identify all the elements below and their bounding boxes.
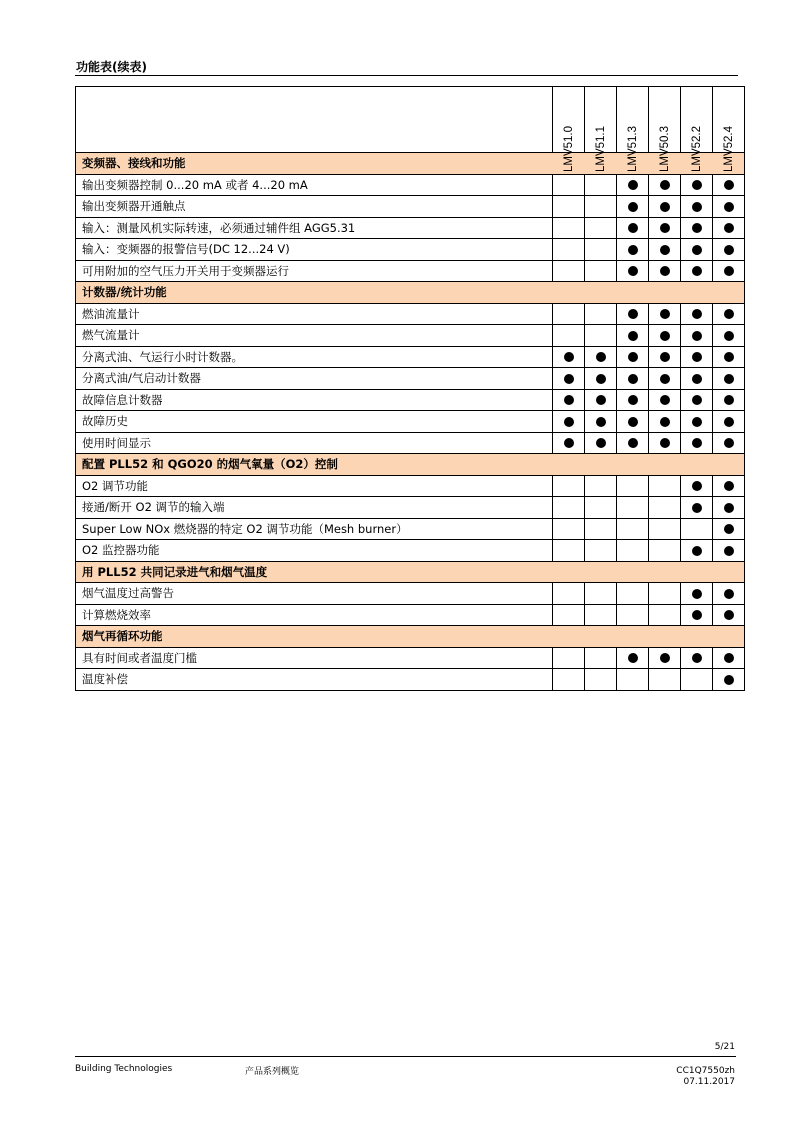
support-cell: [617, 432, 649, 454]
support-cell: [713, 604, 745, 626]
footer-date: 07.11.2017: [683, 1077, 735, 1087]
supported-dot-icon: [596, 438, 606, 448]
support-cell: [649, 260, 681, 282]
support-cell: [713, 432, 745, 454]
supported-dot-icon: [596, 352, 606, 362]
support-cell: [617, 518, 649, 540]
supported-dot-icon: [628, 202, 638, 212]
support-cell: [649, 303, 681, 325]
support-cell: [649, 174, 681, 196]
table-row: [76, 583, 745, 605]
supported-dot-icon: [660, 331, 670, 341]
supported-dot-icon: [724, 309, 734, 319]
support-cell: [585, 497, 617, 519]
support-cell: [553, 475, 585, 497]
supported-dot-icon: [628, 223, 638, 233]
supported-dot-icon: [660, 202, 670, 212]
supported-dot-icon: [628, 417, 638, 427]
support-cell: [617, 196, 649, 218]
supported-dot-icon: [724, 438, 734, 448]
feature-label: 输入：变频器的报警信号(DC 12...24 V): [76, 239, 553, 261]
feature-label: 故障历史: [76, 411, 553, 433]
supported-dot-icon: [660, 417, 670, 427]
supported-dot-icon: [724, 223, 734, 233]
table-row: [76, 475, 745, 497]
support-cell: [585, 583, 617, 605]
supported-dot-icon: [692, 417, 702, 427]
supported-dot-icon: [724, 202, 734, 212]
support-cell: [681, 518, 713, 540]
footer-company: Building Technologies: [75, 1064, 173, 1074]
feature-label: 燃油流量计: [76, 303, 553, 325]
footer-rule: [75, 1056, 736, 1057]
supported-dot-icon: [628, 352, 638, 362]
table-row: [76, 497, 745, 519]
feature-label: 故障信息计数器: [76, 389, 553, 411]
support-cell: [649, 411, 681, 433]
support-cell: [681, 196, 713, 218]
support-cell: [585, 389, 617, 411]
model-label: LMV51.0: [562, 125, 575, 172]
supported-dot-icon: [724, 395, 734, 405]
support-cell: [649, 325, 681, 347]
supported-dot-icon: [724, 245, 734, 255]
supported-dot-icon: [692, 309, 702, 319]
supported-dot-icon: [692, 180, 702, 190]
table-row: [76, 518, 745, 540]
supported-dot-icon: [724, 675, 734, 685]
table-header-row: [76, 87, 745, 153]
supported-dot-icon: [724, 610, 734, 620]
section-row: [76, 626, 745, 648]
support-cell: [617, 540, 649, 562]
table-row: [76, 196, 745, 218]
support-cell: [713, 346, 745, 368]
supported-dot-icon: [628, 438, 638, 448]
supported-dot-icon: [660, 352, 670, 362]
support-cell: [649, 346, 681, 368]
support-cell: [585, 411, 617, 433]
support-cell: [553, 647, 585, 669]
feature-label: 具有时间或者温度门槛: [76, 647, 553, 669]
table-row: [76, 260, 745, 282]
support-cell: [553, 497, 585, 519]
support-cell: [553, 239, 585, 261]
supported-dot-icon: [724, 524, 734, 534]
feature-label: 计算燃烧效率: [76, 604, 553, 626]
supported-dot-icon: [564, 352, 574, 362]
supported-dot-icon: [564, 395, 574, 405]
supported-dot-icon: [724, 653, 734, 663]
support-cell: [553, 669, 585, 691]
support-cell: [681, 239, 713, 261]
support-cell: [713, 389, 745, 411]
support-cell: [553, 196, 585, 218]
support-cell: [617, 239, 649, 261]
support-cell: [585, 647, 617, 669]
support-cell: [585, 174, 617, 196]
support-cell: [649, 389, 681, 411]
support-cell: [649, 604, 681, 626]
support-cell: [617, 174, 649, 196]
support-cell: [649, 540, 681, 562]
support-cell: [681, 604, 713, 626]
supported-dot-icon: [692, 395, 702, 405]
support-cell: [553, 303, 585, 325]
section-row: [76, 153, 745, 175]
supported-dot-icon: [692, 202, 702, 212]
support-cell: [649, 432, 681, 454]
support-cell: [713, 540, 745, 562]
section-row: [76, 561, 745, 583]
supported-dot-icon: [724, 180, 734, 190]
support-cell: [681, 303, 713, 325]
feature-label: 燃气流量计: [76, 325, 553, 347]
supported-dot-icon: [724, 352, 734, 362]
support-cell: [585, 239, 617, 261]
section-title: 烟气再循环功能: [76, 626, 745, 648]
support-cell: [617, 497, 649, 519]
feature-label: 接通/断开 O2 调节的输入端: [76, 497, 553, 519]
support-cell: [617, 368, 649, 390]
support-cell: [681, 647, 713, 669]
supported-dot-icon: [628, 266, 638, 276]
support-cell: [585, 669, 617, 691]
support-cell: [553, 411, 585, 433]
table-row: [76, 239, 745, 261]
table-row: [76, 303, 745, 325]
support-cell: [585, 260, 617, 282]
support-cell: [713, 411, 745, 433]
support-cell: [649, 647, 681, 669]
support-cell: [585, 217, 617, 239]
table-row: [76, 174, 745, 196]
model-header: [649, 87, 681, 172]
support-cell: [681, 260, 713, 282]
supported-dot-icon: [596, 417, 606, 427]
supported-dot-icon: [596, 374, 606, 384]
support-cell: [681, 540, 713, 562]
support-cell: [649, 669, 681, 691]
support-cell: [713, 260, 745, 282]
supported-dot-icon: [660, 309, 670, 319]
model-label: LMV52.2: [690, 125, 703, 172]
supported-dot-icon: [724, 374, 734, 384]
support-cell: [617, 475, 649, 497]
support-cell: [649, 518, 681, 540]
support-cell: [713, 669, 745, 691]
support-cell: [681, 325, 713, 347]
support-cell: [713, 239, 745, 261]
table-row: [76, 669, 745, 691]
support-cell: [681, 174, 713, 196]
support-cell: [585, 303, 617, 325]
support-cell: [713, 518, 745, 540]
support-cell: [553, 217, 585, 239]
supported-dot-icon: [692, 438, 702, 448]
support-cell: [681, 497, 713, 519]
support-cell: [713, 196, 745, 218]
support-cell: [585, 604, 617, 626]
support-cell: [713, 497, 745, 519]
support-cell: [649, 368, 681, 390]
section-row: [76, 454, 745, 476]
section-row: [76, 282, 745, 304]
supported-dot-icon: [628, 374, 638, 384]
support-cell: [553, 260, 585, 282]
supported-dot-icon: [660, 374, 670, 384]
support-cell: [617, 217, 649, 239]
table-row: [76, 217, 745, 239]
supported-dot-icon: [628, 331, 638, 341]
supported-dot-icon: [692, 352, 702, 362]
support-cell: [617, 346, 649, 368]
support-cell: [617, 303, 649, 325]
support-cell: [553, 540, 585, 562]
support-cell: [681, 389, 713, 411]
feature-label: 使用时间显示: [76, 432, 553, 454]
support-cell: [681, 669, 713, 691]
support-cell: [713, 647, 745, 669]
support-cell: [617, 411, 649, 433]
support-cell: [681, 583, 713, 605]
supported-dot-icon: [724, 481, 734, 491]
support-cell: [713, 303, 745, 325]
support-cell: [617, 604, 649, 626]
supported-dot-icon: [692, 653, 702, 663]
supported-dot-icon: [724, 331, 734, 341]
support-cell: [585, 432, 617, 454]
support-cell: [649, 497, 681, 519]
supported-dot-icon: [660, 245, 670, 255]
supported-dot-icon: [724, 266, 734, 276]
feature-label: 可用附加的空气压力开关用于变频器运行: [76, 260, 553, 282]
support-cell: [713, 325, 745, 347]
feature-label: 温度补偿: [76, 669, 553, 691]
support-cell: [713, 475, 745, 497]
support-cell: [585, 475, 617, 497]
supported-dot-icon: [660, 223, 670, 233]
table-row: [76, 325, 745, 347]
supported-dot-icon: [596, 395, 606, 405]
supported-dot-icon: [660, 395, 670, 405]
table-row: [76, 604, 745, 626]
supported-dot-icon: [692, 503, 702, 513]
feature-label: 输入：测量风机实际转速，必须通过辅件组 AGG5.31: [76, 217, 553, 239]
support-cell: [585, 346, 617, 368]
page-heading: 功能表(续表): [76, 60, 147, 74]
supported-dot-icon: [692, 546, 702, 556]
table-row: [76, 346, 745, 368]
model-header: [681, 87, 713, 172]
model-label: LMV52.4: [722, 125, 735, 172]
feature-label: 分离式油、气运行小时计数器。: [76, 346, 553, 368]
support-cell: [649, 583, 681, 605]
support-cell: [713, 583, 745, 605]
supported-dot-icon: [660, 438, 670, 448]
function-table: [75, 86, 745, 691]
supported-dot-icon: [564, 438, 574, 448]
support-cell: [681, 432, 713, 454]
feature-label: 输出变频器控制 0...20 mA 或者 4...20 mA: [76, 174, 553, 196]
supported-dot-icon: [628, 245, 638, 255]
feature-label: 分离式油/气启动计数器: [76, 368, 553, 390]
support-cell: [681, 475, 713, 497]
supported-dot-icon: [628, 309, 638, 319]
feature-label: 烟气温度过高警告: [76, 583, 553, 605]
support-cell: [553, 368, 585, 390]
supported-dot-icon: [692, 245, 702, 255]
section-title: 变频器、接线和功能: [76, 153, 745, 175]
model-label: LMV51.1: [594, 125, 607, 172]
supported-dot-icon: [628, 653, 638, 663]
model-label: LMV51.3: [626, 125, 639, 172]
supported-dot-icon: [660, 180, 670, 190]
support-cell: [585, 540, 617, 562]
support-cell: [585, 518, 617, 540]
section-title: 配置 PLL52 和 QGO20 的烟气氧量（O2）控制: [76, 454, 745, 476]
table-row: [76, 540, 745, 562]
feature-label: O2 监控器功能: [76, 540, 553, 562]
support-cell: [617, 647, 649, 669]
supported-dot-icon: [692, 223, 702, 233]
supported-dot-icon: [724, 503, 734, 513]
support-cell: [553, 389, 585, 411]
support-cell: [713, 174, 745, 196]
support-cell: [713, 368, 745, 390]
heading-rule: [75, 75, 738, 76]
support-cell: [713, 217, 745, 239]
support-cell: [681, 411, 713, 433]
model-header: [713, 87, 745, 172]
supported-dot-icon: [628, 395, 638, 405]
support-cell: [649, 196, 681, 218]
supported-dot-icon: [692, 266, 702, 276]
section-title: 计数器/统计功能: [76, 282, 745, 304]
supported-dot-icon: [692, 481, 702, 491]
support-cell: [681, 368, 713, 390]
support-cell: [617, 325, 649, 347]
model-header: [553, 87, 585, 172]
supported-dot-icon: [724, 546, 734, 556]
page-number: 5/21: [714, 1042, 735, 1052]
footer-doc-id: CC1Q7550zh: [676, 1066, 735, 1076]
section-title: 用 PLL52 共同记录进气和烟气温度: [76, 561, 745, 583]
support-cell: [617, 389, 649, 411]
support-cell: [553, 325, 585, 347]
table-row: [76, 432, 745, 454]
supported-dot-icon: [564, 374, 574, 384]
support-cell: [553, 604, 585, 626]
feature-label: 输出变频器开通触点: [76, 196, 553, 218]
support-cell: [617, 669, 649, 691]
supported-dot-icon: [692, 331, 702, 341]
support-cell: [553, 346, 585, 368]
feature-label: Super Low NOx 燃烧器的特定 O2 调节功能（Mesh burner）: [76, 518, 553, 540]
support-cell: [681, 217, 713, 239]
model-header: [617, 87, 649, 172]
support-cell: [585, 368, 617, 390]
table-row: [76, 368, 745, 390]
support-cell: [649, 217, 681, 239]
support-cell: [649, 239, 681, 261]
support-cell: [553, 432, 585, 454]
model-label: LMV50.3: [658, 125, 671, 172]
support-cell: [553, 518, 585, 540]
support-cell: [585, 325, 617, 347]
table-row: [76, 389, 745, 411]
supported-dot-icon: [724, 417, 734, 427]
support-cell: [585, 196, 617, 218]
support-cell: [617, 583, 649, 605]
feature-label: O2 调节功能: [76, 475, 553, 497]
table-row: [76, 647, 745, 669]
support-cell: [649, 475, 681, 497]
header-blank-cell: [76, 87, 553, 153]
supported-dot-icon: [660, 653, 670, 663]
supported-dot-icon: [564, 417, 574, 427]
support-cell: [681, 346, 713, 368]
support-cell: [617, 260, 649, 282]
supported-dot-icon: [724, 589, 734, 599]
supported-dot-icon: [692, 610, 702, 620]
supported-dot-icon: [660, 266, 670, 276]
support-cell: [553, 174, 585, 196]
model-header: [585, 87, 617, 172]
table-row: [76, 411, 745, 433]
supported-dot-icon: [628, 180, 638, 190]
support-cell: [553, 583, 585, 605]
footer-title: 产品系列概览: [245, 1067, 300, 1077]
supported-dot-icon: [692, 589, 702, 599]
supported-dot-icon: [692, 374, 702, 384]
